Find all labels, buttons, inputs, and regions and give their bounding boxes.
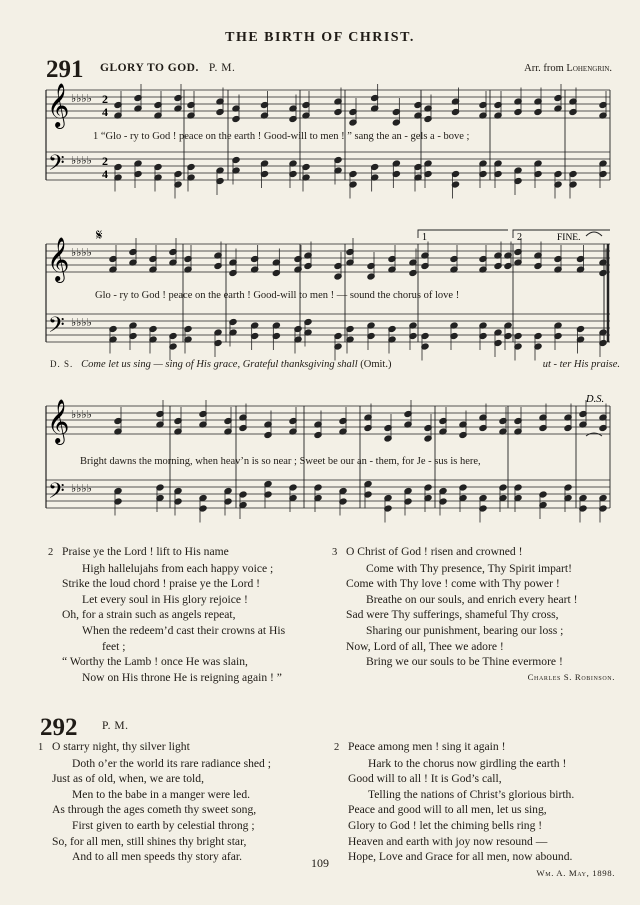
verse-line: Let every soul in His glory rejoice !: [82, 592, 248, 606]
fermata-icon: [586, 232, 602, 236]
verse-line: O starry night, thy silver light: [52, 740, 190, 753]
arranger-name: Lohengrin.: [566, 63, 612, 74]
verse-line: Strike the loud chord ! praise ye the Lord !: [62, 577, 260, 591]
bass-clef-icon: 𝄢: [48, 313, 65, 343]
time-signature-icon: 2: [102, 92, 108, 106]
key-signature-icon: ♭♭♭♭: [71, 316, 92, 329]
verse-line: Bring we our souls to be Thine evermore !: [366, 655, 563, 669]
verse-line: Come with Thy presence, Thy Spirit impart!: [366, 561, 572, 575]
lyric-line-2: Glo - ry to God ! peace on the earth ! Good-will to men ! — sound the chorus of love !: [95, 290, 460, 301]
verse-line: Heaven and earth with joy now resound —: [348, 834, 548, 848]
arranger-prefix: Arr. from: [524, 63, 567, 74]
hymn-meter-292: P. M.: [102, 720, 129, 732]
verse-line: And to all men speeds thy story afar.: [72, 850, 243, 864]
fermata-icon: [586, 433, 602, 436]
verse-number: 2: [334, 742, 340, 753]
volta-2-label: 2: [517, 232, 522, 243]
verse-line: Praise ye the Lord ! lift to His name: [62, 545, 229, 558]
treble-clef-icon: 𝄞: [47, 83, 70, 127]
hymn-title-291: [100, 62, 235, 74]
verse-line: As through the ages cometh thy sweet song,: [52, 803, 257, 817]
hymn-292-verse-2: [334, 739, 575, 865]
key-signature-icon: ♭♭♭♭: [71, 482, 92, 495]
verse-line: Breathe on our souls, and enrich every heart !: [366, 592, 578, 606]
volta-1-label: 1: [422, 232, 427, 243]
treble-clef-icon: 𝄞: [47, 237, 70, 281]
hymn-number-291: 291: [46, 56, 84, 83]
verse-line: Oh, for a strain such as angels repeat,: [62, 608, 236, 622]
verse-line: Glory to God ! let the chiming bells ring !: [348, 818, 543, 832]
hymn-number-292: 292: [40, 714, 78, 741]
ds-end: ut - ter His praise.: [542, 359, 620, 370]
bass-staff: [46, 480, 610, 508]
bass-staff: [46, 152, 610, 180]
verse-line: Good will to all ! It is God’s call,: [348, 772, 502, 786]
verse-line: Peace and good will to all men, let us sing,: [348, 803, 547, 817]
verse-line: When the redeem’d cast their crowns at His: [82, 623, 286, 637]
key-signature-icon: ♭♭♭♭: [71, 154, 92, 167]
arranger-credit: [524, 63, 612, 74]
ds-text: Come let us sing — sing of His grace, Grateful thanksgiving shall: [81, 359, 358, 370]
treble-staff: [46, 406, 610, 434]
verse-line: Hark to the chorus now girdling the earth !: [368, 756, 567, 770]
verse-number: 3: [332, 547, 338, 558]
page-number: 109: [311, 856, 329, 870]
key-signature-icon: ♭♭♭♭: [71, 408, 92, 421]
time-signature-icon: 4: [102, 167, 108, 181]
author-credit-291: Charles S. Robinson.: [527, 672, 615, 682]
verse-line: Doth o’er the world its rare radiance shed ;: [72, 756, 271, 770]
treble-staff: [46, 244, 610, 272]
verse-line: Hope, Love and Grace for all men, now abound.: [348, 850, 573, 864]
verse-line: High hallelujahs from each happy voice ;: [82, 561, 274, 575]
treble-clef-icon: 𝄞: [47, 399, 70, 443]
verse-number: 2: [48, 547, 54, 558]
hymn-291-verse-2: [48, 544, 286, 685]
hymn-meter: P. M.: [208, 62, 236, 74]
author-credit-292: Wm. A. May, 1898.: [536, 868, 615, 878]
hymn-title-text: GLORY TO GOD.: [100, 62, 199, 74]
treble-staff: [46, 90, 610, 118]
lyric-line-3: Bright dawns the morning, when heav’n is so near ; Sweet be our an - them, for Je - sus is here,: [80, 456, 481, 467]
ds-mark: D.S.: [586, 394, 605, 405]
page-header: THE BIRTH OF CHRIST.: [225, 30, 415, 45]
bass-clef-icon: 𝄢: [48, 479, 65, 509]
verse-line: Now on His throne He is reigning again ! ”: [82, 670, 282, 684]
verse-number: 1: [38, 742, 44, 753]
ds-omit: (Omit.): [360, 359, 392, 370]
hymn-291-verse-3: [332, 544, 578, 670]
verse-line: So, for all men, still shines thy bright star,: [52, 834, 247, 848]
verse-line: Sad were Thy sufferings, shameful Thy cross,: [346, 608, 559, 622]
verse-line: Telling the nations of Christ’s glorious birth.: [368, 787, 575, 801]
volta-brackets: [418, 230, 610, 238]
ds-lyric-line: [50, 359, 620, 370]
verse-line: “ Worthy the Lamb ! once He was slain,: [62, 655, 248, 669]
ds-prefix: D. S.: [50, 359, 74, 369]
bass-clef-icon: 𝄢: [48, 151, 65, 181]
time-signature-icon: 4: [102, 105, 108, 119]
time-signature-icon: 2: [102, 154, 108, 168]
key-signature-icon: ♭♭♭♭: [71, 246, 92, 259]
key-signature-icon: ♭♭♭♭: [71, 92, 92, 105]
verse-line: Peace among men ! sing it again !: [348, 740, 506, 753]
fine-label: FINE.: [557, 233, 581, 243]
verse-line: Men to the babe in a manger were led.: [72, 787, 251, 801]
hymn-292-verse-1: [38, 739, 271, 865]
verse-line: Sharing our punishment, bearing our loss ;: [366, 623, 564, 637]
verse-line: Now, Lord of all, Thee we adore !: [346, 639, 504, 653]
verse-line: O Christ of God ! risen and crowned !: [346, 545, 523, 558]
verse-line: Just as of old, when, we are told,: [52, 772, 204, 786]
lyric-line-1: 1 “Glo - ry to God ! peace on the earth ! Good-will to men ! ” sang the an - gels a - bove ;: [93, 131, 470, 142]
verse-line: Come with Thy love ! come with Thy power !: [346, 577, 560, 591]
segno-icon: 𝄋: [96, 226, 103, 244]
verse-line: First given to earth by celestial throng ;: [72, 818, 255, 832]
verse-line: feet ;: [102, 639, 126, 653]
